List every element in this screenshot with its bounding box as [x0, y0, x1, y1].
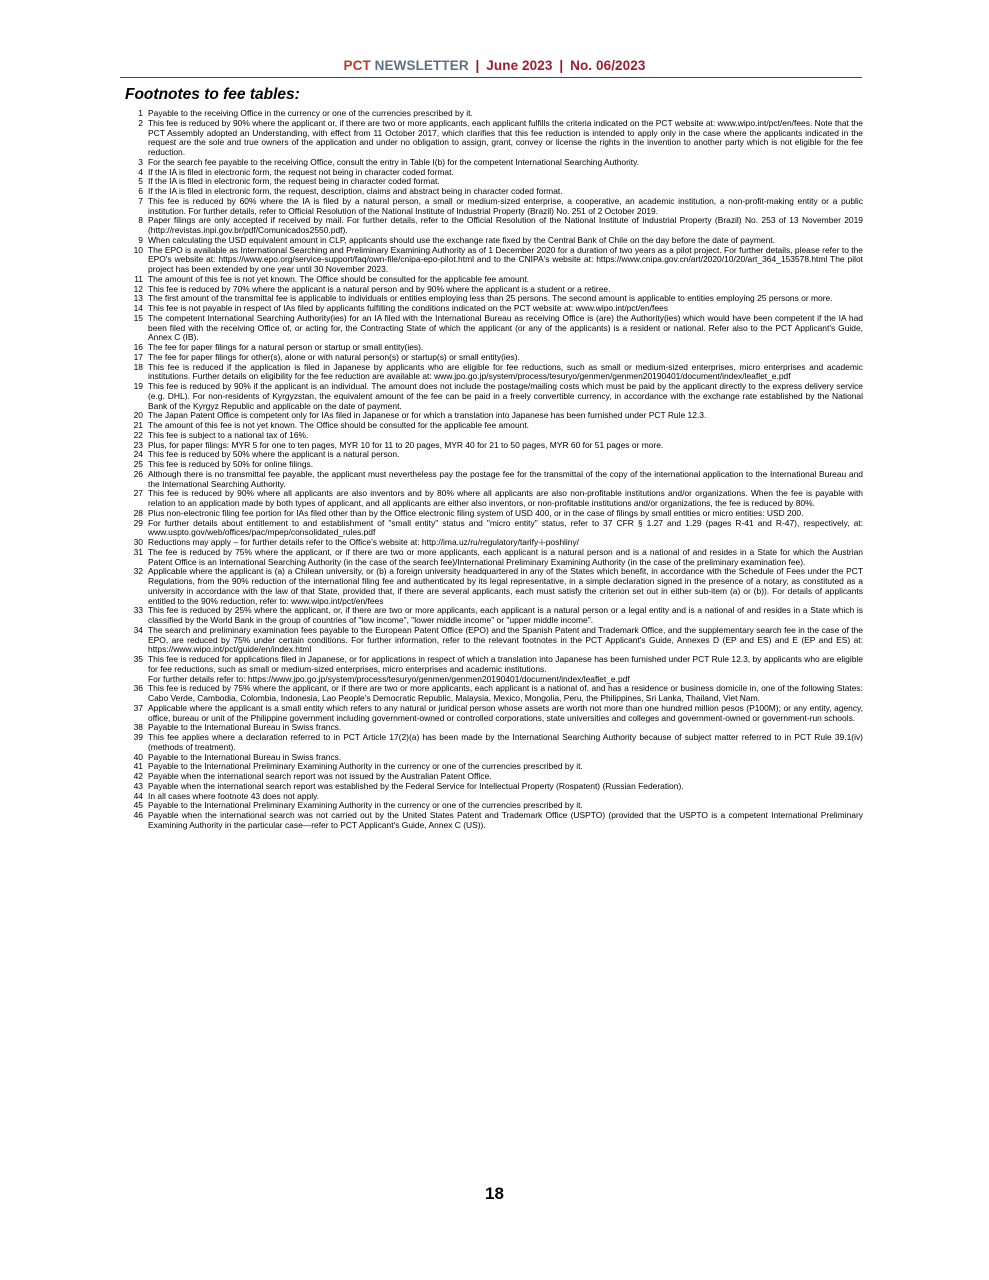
section-title: Footnotes to fee tables:	[125, 86, 300, 103]
footnote-text: In all cases where footnote 43 does not apply.	[148, 790, 320, 801]
footnote-text: Plus, for paper filings: MYR 5 for one to ten pages, MYR 10 for 11 to 20 pages, MYR 40 for 21 to 50 pages, MYR 60 for 51 pages or more.	[148, 439, 664, 450]
footnote-text: Payable to the International Preliminary Examining Authority in the currency or one of the currencies prescribed by it.	[148, 761, 583, 772]
footnote-text: Paper filings are only accepted if received by mail. For further details, refer to the Official Resolution of the National Institute of Industrial Property (Brazil) No. 253 of 13 November 2019 (http://revistas.inpi.gov.br/pdf/Comunicados2550.pdf).	[148, 215, 863, 235]
footnote-item	[127, 733, 863, 753]
footnote-text: When calculating the USD equivalent amount in CLP, applicants should use the exchange rate fixed by the Central Bank of Chile on the day before the date of payment.	[148, 234, 775, 245]
footnote-text: The fee for paper filings for other(s), alone or with natural person(s) or startup(s) or small entity(ies).	[148, 351, 520, 362]
footnote-item	[127, 216, 863, 236]
footnote-item	[127, 655, 863, 675]
footnote-number: 1	[138, 108, 143, 118]
footnote-number: 41	[133, 761, 143, 772]
footnote-text: The search and preliminary examination fees payable to the European Patent Office (EPO) and the Spanish Patent and Trademark Office, and the supplementary search fee in the case of the EPO, are reduced by 75% under certain conditions. For further information, refer to the relevant footnotes in the PCT Applicant's Guide, Annexes D (EP and ES) and E (EP and ES) at: https://www.wipo.int/pct/guide/en/index.html	[148, 624, 863, 655]
header-pct: PCT	[343, 58, 371, 73]
footnote-item	[127, 314, 863, 343]
footnote-number: 35	[133, 654, 143, 664]
footnote-number: 42	[133, 771, 143, 781]
footnote-item	[127, 363, 863, 383]
footnote-number: 37	[133, 702, 143, 713]
footnote-text: Payable to the receiving Office in the currency or one of the currencies prescribed by it.	[148, 108, 473, 118]
footnote-number: 40	[133, 751, 143, 762]
footnote-item	[127, 382, 863, 411]
footnote-text: This fee is reduced by 75% where the applicant, or if there are two or more applicants, each applicant is a national of, and has a residence or business domicile in, one of the following States: Cabo Verde, Cambodia, Colombia, Indonesia, Lao People's Democratic Republic, Malaysia, Mexico, Mongolia, Peru, the Philippines, Sri Lanka, Thailand, Viet Nam.	[148, 683, 863, 703]
footnote-number: 20	[133, 410, 143, 421]
footnote-text: Although there is no transmittal fee payable, the applicant must nevertheless pay the postage fee for the transmittal of the copy of the international application to the International Bureau and the International Searching Authority.	[148, 468, 863, 489]
footnote-number: 9	[138, 234, 143, 245]
footnote-number: 8	[138, 215, 143, 226]
footnote-item	[127, 119, 863, 158]
footnote-text: This fee is not payable in respect of IAs filed by applicants fulfilling the conditions indicated on the PCT website at: www.wipo.int/pct/en/fees	[148, 303, 668, 313]
footnote-text: This fee is reduced by 70% where the applicant is a natural person and by 90% where the applicant is a student or a retiree.	[148, 283, 611, 294]
footnote-number: 44	[133, 790, 143, 801]
footnote-text: This fee is reduced by 60% where the IA is filed by a natural person, a small or medium-sized enterprise, a cooperative, an academic institution, a non-profit-making entity or a public institution. For further details, refer to Official Resolution of the National Institute of Industrial Property (Brazil) No. 251 of 2 October 2019.	[148, 195, 863, 216]
footnote-text: Applicable where the applicant is (a) a Chilean university, or (b) a foreign university headquartered in any of the States which benefit, in accordance with the Schedule of Fees under the PCT Regulations, from the 90% reduction of the international filing fee and authenticated by its legal representative, in a simple declaration signed in the presence of a notary, as constituted as a university in accordance with the law of that State, provided that, if there are several applicants, each must satisfy the criterion set out in either sub-item (a) or (b)). For details of applicants entitled to the 90% reduction, refer to: www.wipo.int/pct/en/fees	[148, 566, 863, 606]
footnote-text: This fee applies where a declaration referred to in PCT Article 17(2)(a) has been made by the International Searching Authority because of subject matter referred to in PCT Rule 39.1(iv) (methods of treatment).	[148, 732, 863, 752]
footnote-number: 45	[133, 800, 143, 811]
footnote-number: 28	[133, 507, 143, 518]
footnote-number: 29	[133, 517, 143, 528]
footnote-text: For further details about entitlement to and establishment of "small entity" status and "micro entity" status, refer to 37 CFR § 1.27 and 1.29 (pages R-41 and R-47), respectively, at: www.uspto.gov/web/offices/pac/mpep/consolidated_rules.pdf	[148, 517, 863, 538]
footnote-text: The amount of this fee is not yet known. The Office should be consulted for the applicable fee amount.	[148, 420, 530, 430]
footnote-number: 11	[134, 273, 143, 284]
footnote-text: This fee is reduced by 90% where the applicant or, if there are two or more applicants, each applicant fulfills the criteria indicated on the PCT website at: www.wipo.int/pct/en/fees. Note that the PCT Assembly adopted an Understanding, with effect from 11 October 2017, which clarifies that this fee reduction is intended to apply only in the case where the applicants indicated in the request are the sole and true owners of the application and under no obligation to assign, grant, convey or license the rights in the invention to another party which is not eligible for the fee reduction.	[148, 117, 863, 157]
footnote-item	[127, 489, 863, 509]
footnote-number: 10	[133, 244, 143, 255]
header-newsletter: NEWSLETTER	[374, 58, 469, 73]
footnote-number: 12	[133, 283, 143, 294]
footnote-number: 22	[133, 429, 143, 440]
footnote-text: Payable when the international search report was not issued by the Australian Patent Office.	[148, 771, 492, 781]
header-date: June 2023	[486, 58, 553, 73]
footnote-number: 34	[133, 624, 143, 635]
footnote-number: 21	[133, 420, 143, 430]
footnote-text: This fee is reduced by 50% where the applicant is a natural person.	[148, 449, 400, 460]
footnote-text: If the IA is filed in electronic form, the request being in character coded format.	[148, 176, 440, 187]
footnote-number: 13	[133, 293, 143, 304]
footnote-text: This fee is reduced by 25% where the applicant, or, if there are two or more applicants, each applicant is a natural person or a legal entity and is a national of and resides in a State which is classified by the World Bank in the group of countries of "low income", "lower middle income" or "upper middle income".	[148, 605, 863, 625]
footnote-text: This fee is reduced if the application is filed in Japanese by applicants who are eligible for fee reductions, such as small or medium-sized enterprises, micro enterprises and academic institutions. Further details on eligibility for the fee reduction are available at: www.jpo.go.jp/system/process/tesuryo/genmen/genmen20190401/document/index/leaflet_e.pdf	[148, 361, 863, 382]
footnote-number: 32	[133, 566, 143, 577]
footnote-text: This fee is reduced by 90% if the applicant is an individual. The amount does not include the postage/mailing costs which must be paid by the applicant directly to the express delivery service (e.g. DHL). For non-residents of Kyrgyzstan, the equivalent amount of the fee can be paid in a freely convertible currency, in accordance with the exchange rate established by the National Bank of the Kyrgyz Republic and applicable on the date of payment.	[148, 381, 863, 411]
footnote-number: 4	[138, 166, 143, 177]
footnote-number: 7	[138, 195, 143, 206]
footnote-number: 24	[133, 449, 143, 460]
footnote-item	[127, 704, 863, 724]
footnote-number: 46	[133, 810, 143, 820]
footnote-text: The fee for paper filings for a natural person or startup or small entity(ies).	[148, 342, 424, 352]
footnote-text: The EPO is available as International Searching and Preliminary Examining Authority as of 1 December 2020 for a duration of two years as a pilot project. For further details, please refer to the EPO's website at: https://www.epo.org/service-support/faq/own-file/cnipa-epo-pilot.html and to the CNIPA's website at: https://www.cnipa.gov.cn/art/2020/10/20/art_364_153578.html The pilot project has been extended by one year until 30 November 2023.	[148, 244, 863, 274]
footnote-text: The fee is reduced by 75% where the applicant, or if there are two or more applicants, each applicant is a natural person and is a national of and resides in a State for which the Austrian Patent Office is an International Searching Authority (in the case of the search fee)/International Preliminary Examining Authority (in the case of the preliminary examination fee).	[148, 546, 863, 567]
footnote-number: 17	[133, 351, 143, 362]
footnote-text: This fee is reduced for applications filed in Japanese, or for applications in respect of which a translation into Japanese has been furnished under PCT Rule 12.3, by applicants who are eligible for fee reductions, such as small or medium-sized enterprises, micro enterprises and academic institutions.	[148, 654, 863, 674]
footnote-number: 26	[133, 468, 143, 479]
footnote-number: 36	[133, 683, 143, 694]
footnote-text: If the IA is filed in electronic form, the request, description, claims and abstract being in character coded format.	[148, 186, 563, 196]
footnote-text: This fee is subject to a national tax of 16%.	[148, 429, 309, 440]
footnote-item	[127, 548, 863, 568]
footnote-item	[127, 606, 863, 626]
page-number: 18	[485, 1184, 504, 1203]
header-separator: |	[475, 58, 480, 73]
footnote-text: Reductions may apply – for further details refer to the Office's website at: http://ima.uz/ru/regulatory/tarify-i-poshliny/	[148, 537, 580, 547]
footnote-text: Payable to the International Bureau in Swiss francs.	[148, 751, 342, 762]
footnote-item	[127, 811, 863, 831]
footnote-number: 25	[133, 459, 143, 469]
footnote-number: 33	[133, 605, 143, 616]
footnote-text: Payable when the international search report was established by the Federal Service for Intellectual Property (Rospatent) (Russian Federation).	[148, 780, 684, 791]
footnote-number: 15	[133, 312, 143, 323]
footnote-item	[127, 626, 863, 655]
footnote-text: The first amount of the transmittal fee is applicable to individuals or entities employing less than 25 persons. The second amount is applicable to entities employing 25 persons or more.	[148, 293, 833, 304]
footnote-text: Payable when the international search was not carried out by the United States Patent and Trademark Office (USPTO) (provided that the USPTO is a competent International Preliminary Examining Authority in the particular case—refer to PCT Applicant's Guide, Annex C (US)).	[148, 810, 863, 830]
footnote-text: Applicable where the applicant is a small entity which refers to any natural or juridical person whose assets are worth not more than one hundred million pesos (P100M); or any entity, agency, office, bureau or unit of the Philippine government including government-owned or controlled corporations, state universities and colleges and government-owned or government-run schools.	[148, 702, 863, 723]
footnote-item	[127, 684, 863, 704]
footnote-number: 31	[133, 546, 143, 557]
header-rule	[120, 77, 862, 78]
footnote-number: 27	[133, 488, 143, 499]
footnote-text: For the search fee payable to the receiving Office, consult the entry in Table I(b) for the competent International Searching Authority.	[148, 156, 640, 167]
footnote-item	[127, 470, 863, 490]
footnote-number: 3	[138, 156, 143, 167]
footnote-text: Payable to the International Bureau in Swiss francs.	[148, 722, 342, 733]
footnote-number: 6	[138, 186, 143, 196]
footnote-text: Payable to the International Preliminary Examining Authority in the currency or one of the currencies prescribed by it.	[148, 800, 583, 811]
footnote-number: 14	[133, 303, 143, 313]
footnote-number: 18	[133, 361, 143, 372]
footnote-number: 38	[133, 722, 143, 733]
newsletter-header	[0, 58, 989, 73]
footnote-text: The Japan Patent Office is competent only for IAs filed in Japanese or for which a translation into Japanese has been furnished under PCT Rule 12.3.	[148, 410, 707, 421]
footnote-item	[127, 519, 863, 539]
footnote-text: This fee is reduced by 50% for online filings.	[148, 459, 314, 469]
footnote-number: 23	[133, 439, 143, 450]
header-separator: |	[559, 58, 564, 73]
footnote-number: 30	[133, 537, 143, 547]
footnote-number: 39	[133, 732, 143, 742]
footnote-text: For further details refer to: https://www.jpo.go.jp/system/process/tesuryo/genmen/genmen20190401/document/index/leaflet_e.pdf	[148, 673, 630, 684]
footnotes-list	[127, 109, 863, 831]
footnote-item	[127, 567, 863, 606]
footnote-number: 2	[138, 117, 143, 128]
footnote-item	[127, 246, 863, 275]
footnote-text: The amount of this fee is not yet known. The Office should be consulted for the applicable fee amount.	[148, 273, 530, 284]
footnote-number: 5	[138, 176, 143, 187]
footnote-text: The competent International Searching Authority(ies) for an IA filed with the International Bureau as receiving Office is (are) the Authority(ies) which would have been competent if the IA had been filed with the receiving Office of, or acting for, the Contracting State of which the applicant (or any of the applicants) is a resident or national. Refer also to the PCT Applicant's Guide, Annex C (IB).	[148, 312, 863, 343]
footnote-text: Plus non-electronic filing fee portion for IAs filed other than by the Office electronic filing system of USD 400, or in the case of filings by small entities or micro entities: USD 200.	[148, 507, 804, 518]
footnote-item	[127, 197, 863, 217]
footnote-text: This fee is reduced by 90% where all applicants are also inventors and by 80% where all applicants are also non-profitable institutions and/or organizations. When the fee is payable with relation to an application made by both types of applicant, and all applicants are either also inventors, or non-profitable institutions and/or organizations, the fee is reduced by 80%.	[148, 488, 863, 508]
footnote-number: 43	[133, 780, 143, 791]
header-issue: No. 06/2023	[570, 58, 646, 73]
footnote-text: If the IA is filed in electronic form, the request not being in character coded format.	[148, 166, 454, 177]
footnote-number: 19	[133, 381, 143, 391]
footnote-number: 16	[133, 342, 143, 352]
